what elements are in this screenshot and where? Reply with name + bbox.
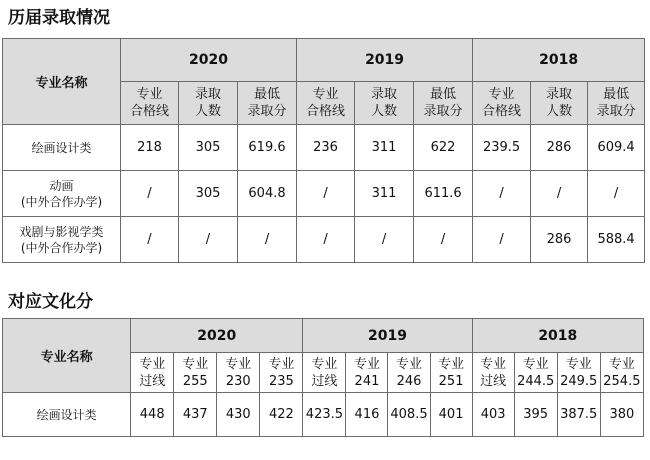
value-cell: /: [179, 217, 238, 263]
value-cell: 611.6: [414, 171, 473, 217]
table-row: [3, 125, 645, 171]
value-cell: 395: [514, 393, 557, 437]
subheader-cell: [588, 82, 645, 125]
cell-line: 录取分: [596, 104, 636, 119]
value-cell: /: [531, 171, 588, 217]
value-cell: 236: [297, 125, 355, 171]
cell-line: 专业: [225, 356, 252, 372]
cell-line: 专业: [139, 356, 166, 372]
cell-line: 专业: [353, 356, 380, 372]
value-cell: 311: [355, 125, 414, 171]
cell-line: 合格线: [306, 104, 346, 119]
subheader-cell: [174, 353, 217, 393]
cell-line: 专业: [312, 87, 339, 102]
value-cell: 286: [531, 125, 588, 171]
subheader-cell: [303, 353, 346, 393]
cell-line: 录取: [546, 87, 573, 102]
cell-line: 录取: [194, 87, 221, 102]
subheader-cell: [179, 82, 238, 125]
cell-line: 230: [225, 373, 251, 389]
value-cell: 311: [355, 171, 414, 217]
subheader-cell: [430, 353, 472, 393]
cell-line: 专业: [182, 356, 209, 372]
cell-line: 合格线: [482, 104, 522, 119]
cell-line: 过线: [480, 373, 507, 389]
subheader-cell: [260, 353, 303, 393]
cell-line: 录取分: [423, 104, 463, 119]
culture-score-table: [2, 318, 644, 437]
subheader-cell: [121, 82, 179, 125]
cell-line: 绘画设计类: [31, 140, 92, 155]
value-cell: 380: [600, 393, 643, 437]
cell-line: 专业: [565, 356, 592, 372]
header-major-name: 专业名称: [3, 319, 131, 393]
cell-line: 254.5: [603, 373, 641, 389]
cell-line: 249.5: [560, 373, 598, 389]
year-header-2019: 2019: [297, 39, 473, 82]
value-cell: 604.8: [238, 171, 297, 217]
cell-line: 251: [438, 373, 464, 389]
section-title-admission-history: 历届录取情况: [8, 8, 110, 28]
cell-line: 录取: [371, 87, 398, 102]
value-cell: /: [238, 217, 297, 263]
value-cell: /: [473, 217, 531, 263]
value-cell: 401: [430, 393, 472, 437]
value-cell: 305: [179, 125, 238, 171]
subheader-cell: [346, 353, 388, 393]
year-header-2018: 2018: [473, 39, 645, 82]
value-cell: 286: [531, 217, 588, 263]
value-cell: /: [588, 171, 645, 217]
value-cell: 218: [121, 125, 179, 171]
cell-line: 动画: [49, 178, 74, 193]
cell-line: 人数: [194, 104, 221, 119]
value-cell: 588.4: [588, 217, 645, 263]
cell-line: 合格线: [129, 104, 169, 119]
cell-line: (中外合作办学): [20, 194, 103, 209]
value-cell: 408.5: [388, 393, 430, 437]
value-cell: 448: [131, 393, 174, 437]
value-cell: 403: [472, 393, 514, 437]
value-cell: /: [473, 171, 531, 217]
cell-line: 过线: [311, 373, 338, 389]
subheader-cell: [217, 353, 260, 393]
cell-line: 专业: [268, 356, 295, 372]
subheader-cell: [514, 353, 557, 393]
subheader-cell: [531, 82, 588, 125]
cell-line: 专业: [488, 87, 515, 102]
cell-line: 专业: [396, 356, 423, 372]
year-header-2020: 2020: [121, 39, 297, 82]
year-header-2019: 2019: [303, 319, 472, 353]
cell-line: (中外合作办学): [20, 240, 103, 255]
value-cell: 239.5: [473, 125, 531, 171]
cell-line: 235: [268, 373, 294, 389]
table-row: [3, 217, 645, 263]
cell-line: 专业: [311, 356, 338, 372]
cell-line: 专业: [480, 356, 507, 372]
header-major-name: 专业名称: [3, 39, 121, 125]
cell-line: 最低: [254, 87, 281, 102]
year-header-2018: 2018: [472, 319, 643, 353]
value-cell: 609.4: [588, 125, 645, 171]
cell-line: 最低: [430, 87, 457, 102]
table-row: [3, 393, 644, 437]
value-cell: 430: [217, 393, 260, 437]
subheader-cell: [600, 353, 643, 393]
subheader-cell: [414, 82, 473, 125]
value-cell: /: [355, 217, 414, 263]
cell-line: 最低: [603, 87, 630, 102]
section-title-culture-score: 对应文化分: [8, 292, 93, 312]
cell-line: 人数: [371, 104, 398, 119]
cell-line: 人数: [546, 104, 573, 119]
cell-line: 专业: [438, 356, 465, 372]
value-cell: 622: [414, 125, 473, 171]
cell-line: 戏剧与影视学类: [19, 224, 104, 239]
cell-line: 专业: [522, 356, 549, 372]
cell-line: 244.5: [517, 373, 555, 389]
value-cell: 387.5: [557, 393, 600, 437]
admission-history-table: [2, 38, 645, 263]
table-row: [3, 171, 645, 217]
cell-line: 录取分: [247, 104, 287, 119]
value-cell: 423.5: [303, 393, 346, 437]
major-name-cell: [3, 171, 121, 217]
cell-line: 专业: [136, 87, 163, 102]
major-name-cell: [3, 125, 121, 171]
major-name-cell: [3, 217, 121, 263]
value-cell: /: [297, 217, 355, 263]
cell-line: 241: [354, 373, 380, 389]
subheader-cell: [557, 353, 600, 393]
value-cell: 416: [346, 393, 388, 437]
major-name-cell: 绘画设计类: [3, 393, 131, 437]
subheader-cell: [472, 353, 514, 393]
subheader-cell: [388, 353, 430, 393]
cell-line: 过线: [139, 373, 166, 389]
value-cell: 437: [174, 393, 217, 437]
subheader-cell: [297, 82, 355, 125]
subheader-cell: [355, 82, 414, 125]
value-cell: 422: [260, 393, 303, 437]
cell-line: 专业: [608, 356, 635, 372]
value-cell: 619.6: [238, 125, 297, 171]
value-cell: /: [297, 171, 355, 217]
value-cell: /: [121, 171, 179, 217]
subheader-cell: [238, 82, 297, 125]
subheader-cell: [473, 82, 531, 125]
value-cell: /: [414, 217, 473, 263]
cell-line: 255: [182, 373, 208, 389]
year-header-2020: 2020: [131, 319, 303, 353]
subheader-cell: [131, 353, 174, 393]
value-cell: 305: [179, 171, 238, 217]
value-cell: /: [121, 217, 179, 263]
cell-line: 246: [396, 373, 422, 389]
